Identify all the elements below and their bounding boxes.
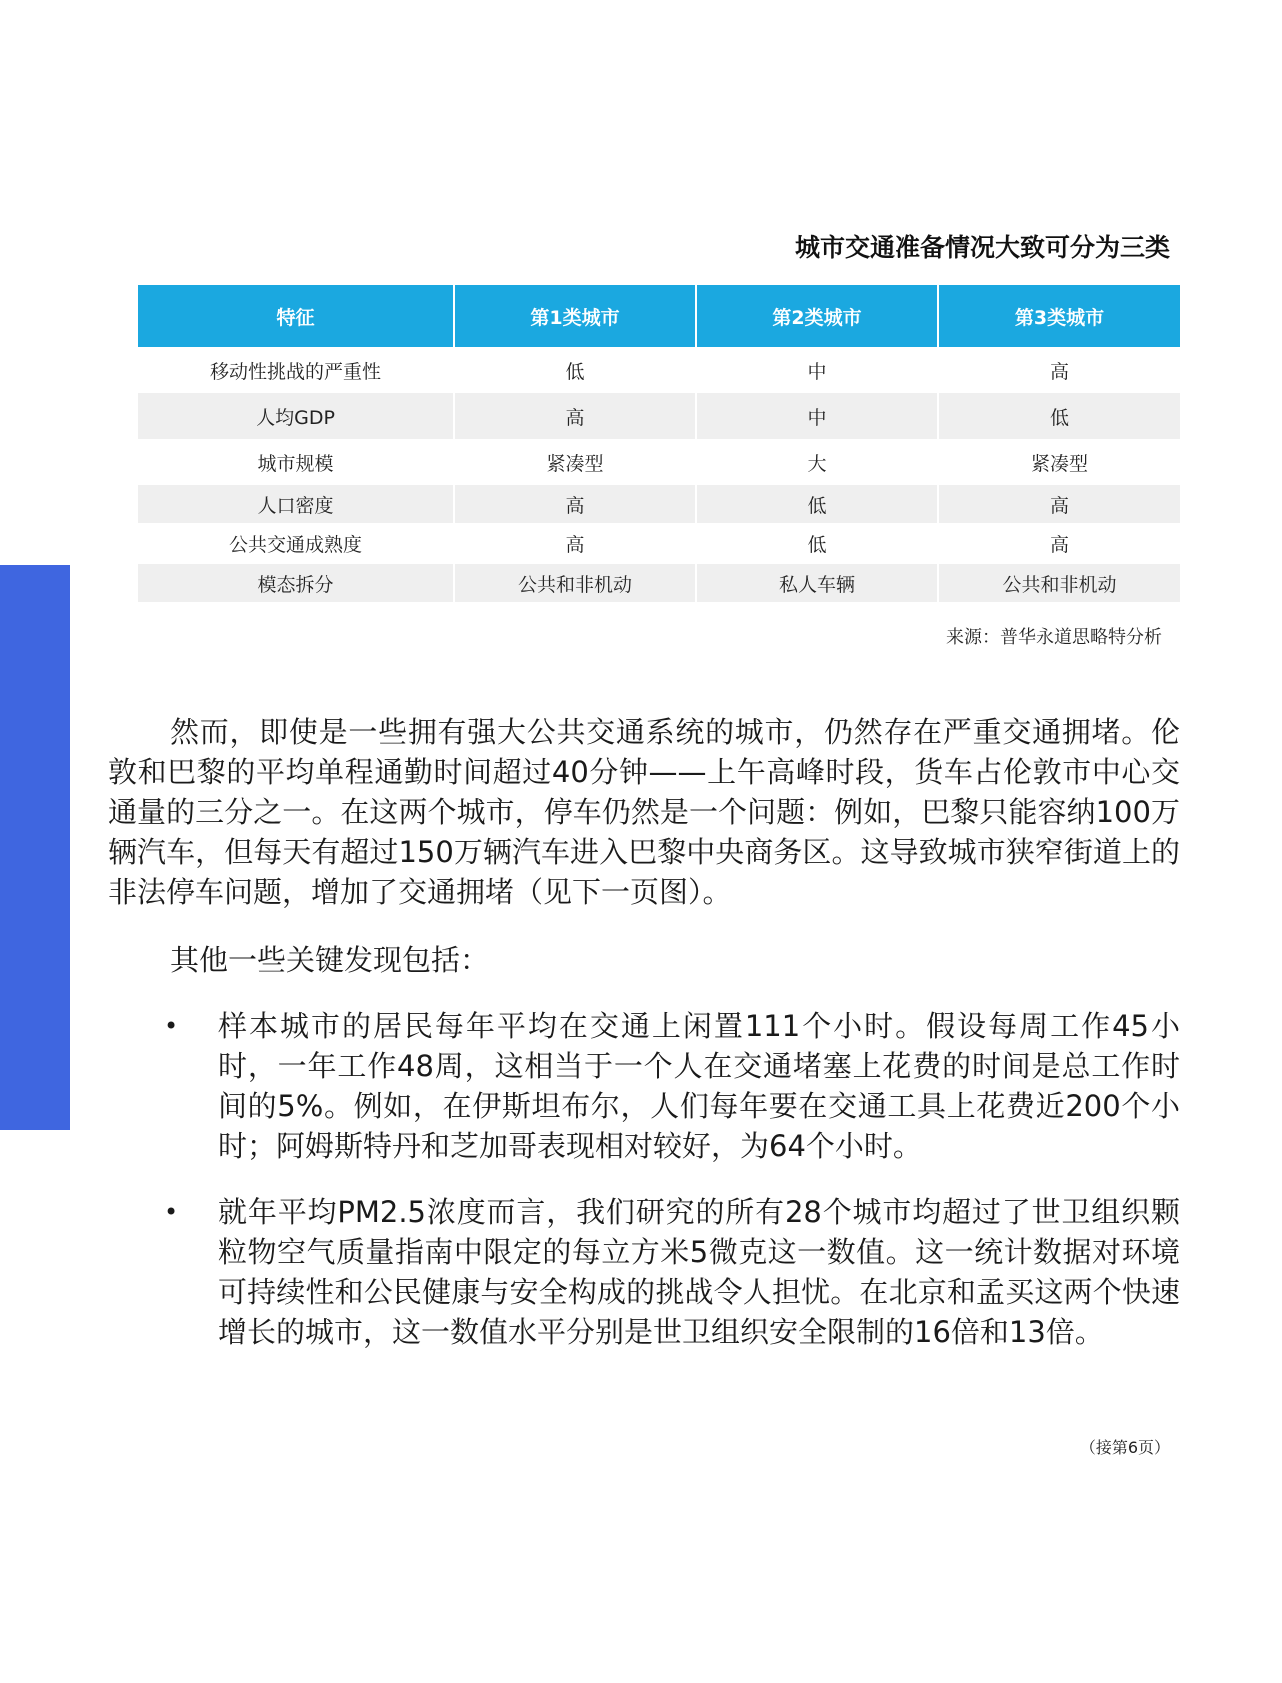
table-cell: 低: [696, 485, 938, 523]
table-row: [138, 523, 1180, 564]
table-cell: 移动性挑战的严重性: [138, 347, 454, 393]
table-cell: 高: [938, 347, 1180, 393]
site-url[interactable]: www.strategy-business.com: [21, 1187, 46, 1501]
table-cell: 模态拆分: [138, 564, 454, 602]
table-cell: 公共交通成熟度: [138, 523, 454, 564]
table-header-row: [138, 285, 1180, 347]
table-row: [138, 439, 1180, 485]
table-source: 来源：普华永道思略特分析: [946, 627, 1162, 648]
table-cell: 紧凑型: [938, 439, 1180, 485]
key-findings-lead-in: 其他一些关键发现包括：: [170, 943, 490, 977]
table-cell: 人口密度: [138, 485, 454, 523]
table-cell: 低: [696, 523, 938, 564]
key-findings-list: [108, 1006, 1180, 1378]
table-title: 城市交通准备情况大致可分为三类: [794, 233, 1170, 262]
table-cell: 高: [454, 485, 696, 523]
table-cell: 人均GDP: [138, 393, 454, 439]
table-cell: 高: [938, 485, 1180, 523]
city-readiness-table: [138, 285, 1180, 602]
table-cell: 高: [938, 523, 1180, 564]
table-row: [138, 485, 1180, 523]
body-paragraph: 然而，即使是一些拥有强大公共交通系统的城市，仍然存在严重交通拥堵。伦敦和巴黎的平均单程通勤时间超过40分钟——上午高峰时段，货车占伦敦市中心交通量的三分之一。在这两个城市，停车仍然是一个问题：例如，巴黎只能容纳100万辆汽车，但每天有超过150万辆汽车进入巴黎中央商务区。这导致城市狭窄街道上的非法停车问题，增加了交通拥堵（见下一页图）。: [108, 715, 1180, 909]
list-item-text: 就年平均PM2.5浓度而言，我们研究的所有28个城市均超过了世卫组织颗粒物空气质量指南中限定的每立方米5微克这一数值。这一统计数据对环境可持续性和公民健康与安全构成的挑战令人担忧。在北京和孟买这两个快速增长的城市，这一数值水平分别是世卫组织安全限制的16倍和13倍。: [218, 1195, 1180, 1349]
table-cell: 低: [938, 393, 1180, 439]
table-cell: 大: [696, 439, 938, 485]
sidebar-tab: [0, 565, 70, 1656]
bullet-icon: •: [164, 1198, 179, 1226]
header-feature: 特征: [138, 285, 454, 347]
table-row: [138, 564, 1180, 602]
header-city-type-3: 第3类城市: [938, 285, 1180, 347]
header-city-type-2: 第2类城市: [696, 285, 938, 347]
table-cell: 中: [696, 347, 938, 393]
table-cell: 低: [454, 347, 696, 393]
table-cell: 公共和非机动: [454, 564, 696, 602]
list-item: [108, 1006, 1180, 1166]
page-number: 4: [29, 1637, 41, 1656]
table-cell: 高: [454, 393, 696, 439]
bullet-icon: •: [164, 1012, 179, 1040]
table-row: [138, 393, 1180, 439]
table-cell: 私人车辆: [696, 564, 938, 602]
table-cell: 城市规模: [138, 439, 454, 485]
header-city-type-1: 第1类城市: [454, 285, 696, 347]
table-row: [138, 347, 1180, 393]
table-cell: 紧凑型: [454, 439, 696, 485]
table-cell: 高: [454, 523, 696, 564]
table-cell: 公共和非机动: [938, 564, 1180, 602]
list-item-text: 样本城市的居民每年平均在交通上闲置111个小时。假设每周工作45小时，一年工作48周，这相当于一个人在交通堵塞上花费的时间是总工作时间的5%。例如，在伊斯坦布尔，人们每年要在交通工具上花费近200个小时；阿姆斯特丹和芝加哥表现相对较好，为64个小时。: [218, 1009, 1180, 1163]
table-cell: 中: [696, 393, 938, 439]
continued-note: （接第6页）: [1079, 1438, 1170, 1457]
list-item: [108, 1192, 1180, 1352]
